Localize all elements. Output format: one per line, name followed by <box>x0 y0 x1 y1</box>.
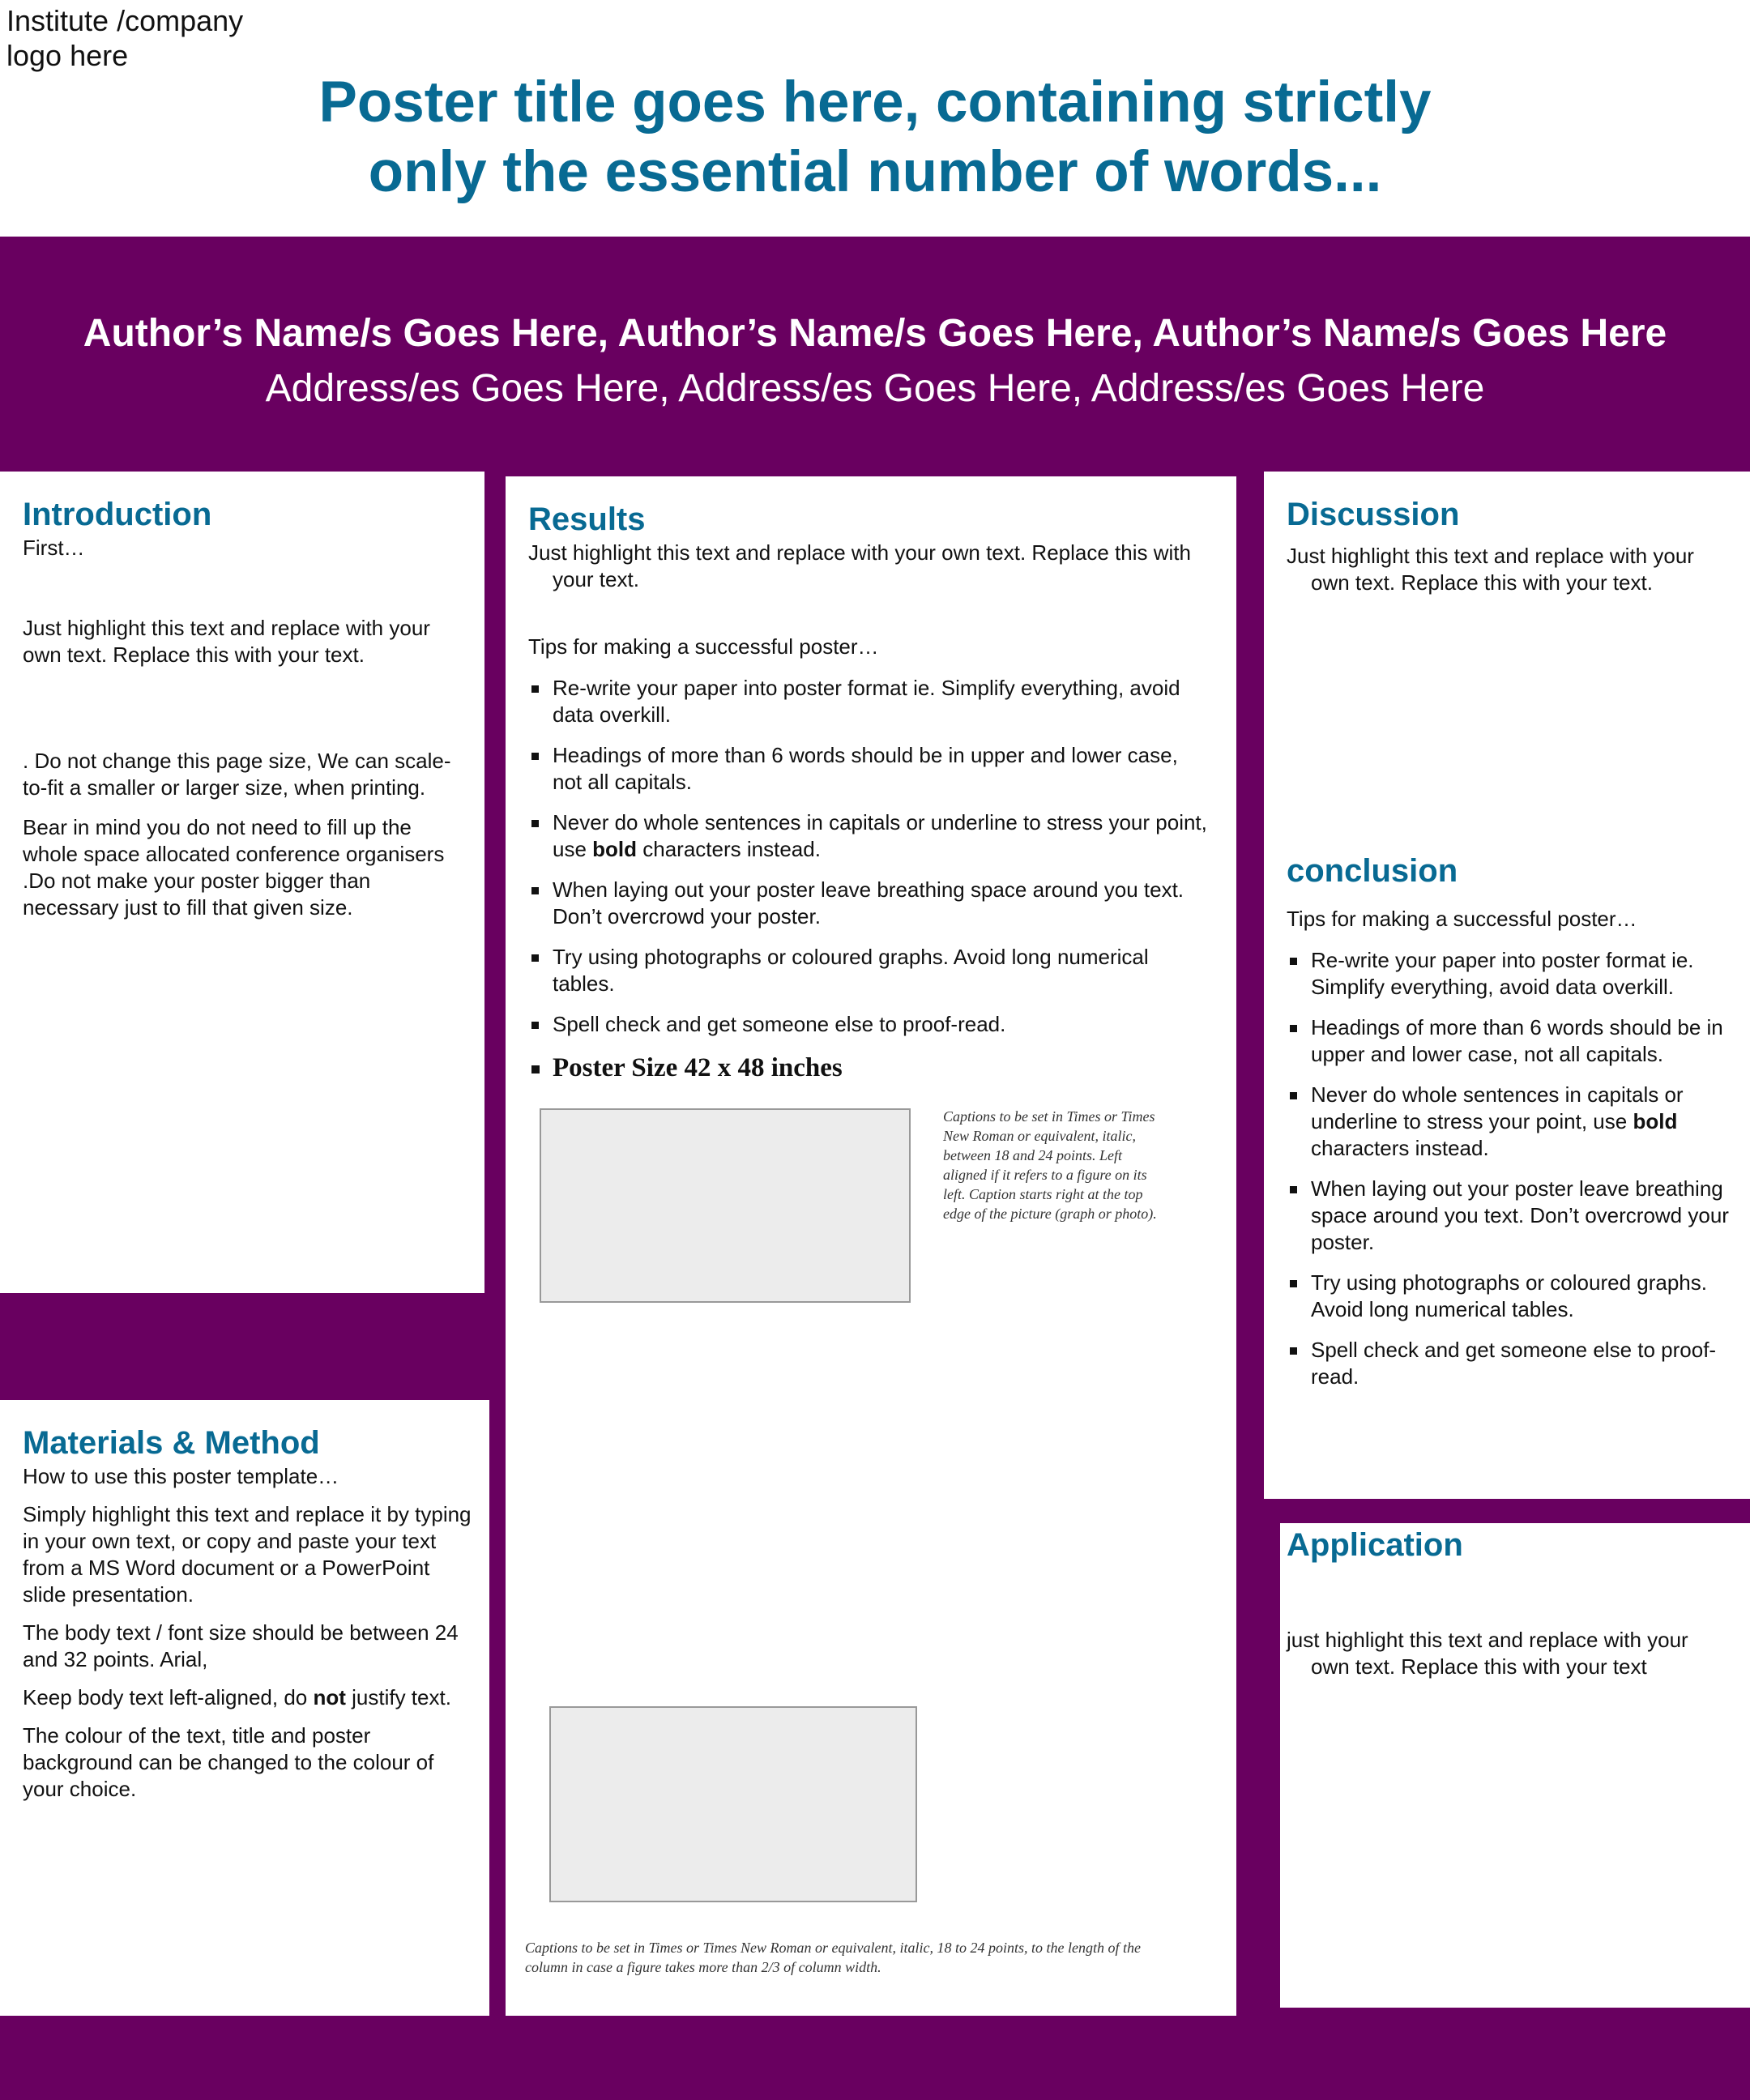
results-tips-intro: Tips for making a successful poster… <box>528 634 879 659</box>
results-tip2: Headings of more than 6 words should be in upper and lower case, not all capitals. <box>553 743 1178 794</box>
bullet-icon <box>531 1022 539 1029</box>
results-tip3-before: Never do whole sentences in capitals or underline to stress your point, use <box>553 810 1207 861</box>
introduction-p1: First… <box>23 536 85 560</box>
materials-p5: The colour of the text, title and poster background can be changed to the colour of your choice. <box>23 1723 434 1801</box>
bullet-icon <box>531 1065 540 1073</box>
poster-title <box>0 68 1750 207</box>
introduction-p3: . Do not change this page size, We can scale-to-fit a smaller or larger size, when printing. <box>23 749 451 800</box>
results-p1: Just highlight this text and replace with your own text. Replace this with your text. <box>528 540 1191 591</box>
poster-size-text: Poster Size 42 x 48 inches <box>553 1053 843 1082</box>
results-heading: Results <box>528 502 646 537</box>
conclusion-tip6: Spell check and get someone else to proof-read. <box>1311 1338 1717 1389</box>
results-tip1: Re-write your paper into poster format ie. Simplify everything, avoid data overkill. <box>553 676 1180 727</box>
introduction-heading: Introduction <box>23 497 212 532</box>
figure-caption-1: Captions to be set in Times or Times New Roman or equivalent, italic, between 18 and 24 points. Left aligned if it refers to a figure on its left. Caption starts right at the top edge of the picture (graph or photo). <box>943 1108 1157 1222</box>
conclusion-tip2: Headings of more than 6 words should be in upper and lower case, not all capitals. <box>1311 1015 1723 1066</box>
results-tip6: Spell check and get someone else to proof-read. <box>553 1012 1006 1036</box>
materials-p4-before: Keep body text left-aligned, do <box>23 1685 314 1709</box>
discussion-p1: Just highlight this text and replace with your own text. Replace this with your text. <box>1287 544 1694 595</box>
conclusion-tip5: Try using photographs or coloured graphs. Avoid long numerical tables. <box>1311 1270 1707 1321</box>
materials-p4-bold: not <box>313 1685 346 1709</box>
results-tip3-bold: bold <box>592 837 638 861</box>
bullet-icon <box>1290 1280 1297 1287</box>
discussion-panel <box>1264 472 1750 1499</box>
conclusion-tips-list <box>1287 947 1731 1390</box>
list-item <box>528 675 1207 728</box>
list-item <box>1287 1082 1731 1162</box>
poster-size <box>528 1052 1207 1084</box>
bullet-icon <box>531 954 539 962</box>
conclusion-tip3-after: characters instead. <box>1311 1136 1489 1160</box>
introduction-panel <box>0 472 484 1293</box>
application-panel <box>1280 1523 1750 2008</box>
bullet-icon <box>531 820 539 827</box>
poster-title-line1: Poster title goes here, containing strictly <box>318 70 1432 134</box>
introduction-p4: Bear in mind you do not need to fill up the whole space allocated conference organisers .Do not make your poster bigger than necessary just to fill that given size. <box>23 815 445 920</box>
introduction-p2: Just highlight this text and replace with your own text. Replace this with your text. <box>23 616 430 667</box>
conclusion-tip4: When laying out your poster leave breathing space around you text. Don’t overcrowd your poster. <box>1311 1176 1729 1254</box>
bullet-icon <box>531 887 539 894</box>
materials-p4-after: justify text. <box>345 1685 451 1709</box>
bullet-icon <box>1290 1186 1297 1193</box>
conclusion-tip3-bold: bold <box>1633 1109 1678 1133</box>
list-item <box>1287 1270 1731 1323</box>
bullet-icon <box>531 685 539 693</box>
list-item <box>528 944 1207 997</box>
materials-p1: How to use this poster template… <box>23 1464 339 1488</box>
bullet-icon <box>1290 1347 1297 1355</box>
conclusion-tip1: Re-write your paper into poster format ie. Simplify everything, avoid data overkill. <box>1311 948 1694 999</box>
discussion-heading: Discussion <box>1287 497 1460 532</box>
results-tip3-after: characters instead. <box>637 837 821 861</box>
list-item <box>528 809 1207 863</box>
list-item <box>1287 947 1731 1001</box>
results-tip4: When laying out your poster leave breathing space around you text. Don’t overcrowd your poster. <box>553 877 1184 928</box>
bullet-icon <box>1290 1025 1297 1032</box>
list-item <box>528 742 1207 796</box>
materials-heading: Materials & Method <box>23 1425 320 1461</box>
figure-placeholder-1 <box>540 1108 911 1303</box>
poster-title-line2: only the essential number of words... <box>368 140 1382 204</box>
materials-p2: Simply highlight this text and replace it by typing in your own text, or copy and paste your text from a MS Word document or a PowerPoint slide presentation. <box>23 1502 472 1607</box>
results-tip5: Try using photographs or coloured graphs. Avoid long numerical tables. <box>553 945 1149 996</box>
list-item <box>1287 1176 1731 1256</box>
logo-placeholder <box>6 3 266 73</box>
list-item <box>1287 1014 1731 1068</box>
bullet-icon <box>1290 958 1297 965</box>
list-item <box>528 877 1207 930</box>
list-item <box>1287 1337 1731 1390</box>
conclusion-tips-intro: Tips for making a successful poster… <box>1287 907 1637 931</box>
list-item <box>528 1011 1207 1038</box>
materials-p3: The body text / font size should be between 24 and 32 points. Arial, <box>23 1620 459 1671</box>
addresses: Address/es Goes Here, Address/es Goes Here, Address/es Goes Here <box>265 367 1485 410</box>
materials-p4 <box>23 1684 472 1711</box>
results-tips-list <box>528 675 1207 1038</box>
conclusion-body <box>1287 906 1731 1404</box>
logo-placeholder-line1: Institute /company <box>6 4 244 37</box>
materials-panel <box>0 1400 489 2016</box>
figure-placeholder-2 <box>549 1706 917 1902</box>
conclusion-tip3-before: Never do whole sentences in capitals or underline to stress your point, use <box>1311 1082 1684 1133</box>
logo-placeholder-line2: logo here <box>6 39 129 72</box>
application-heading: Application <box>1287 1527 1463 1563</box>
bullet-icon <box>531 753 539 760</box>
authors: Author’s Name/s Goes Here, Author’s Name/s Goes Here, Author’s Name/s Goes Here <box>83 312 1667 355</box>
bullet-icon <box>1290 1092 1297 1099</box>
conclusion-heading: conclusion <box>1287 853 1458 889</box>
application-p1: just highlight this text and replace with your own text. Replace this with your text <box>1287 1628 1688 1679</box>
figure-caption-2: Captions to be set in Times or Times New Roman or equivalent, italic, 18 to 24 points, to the length of the column in case a figure takes more than 2/3 of column width. <box>525 1940 1141 1975</box>
